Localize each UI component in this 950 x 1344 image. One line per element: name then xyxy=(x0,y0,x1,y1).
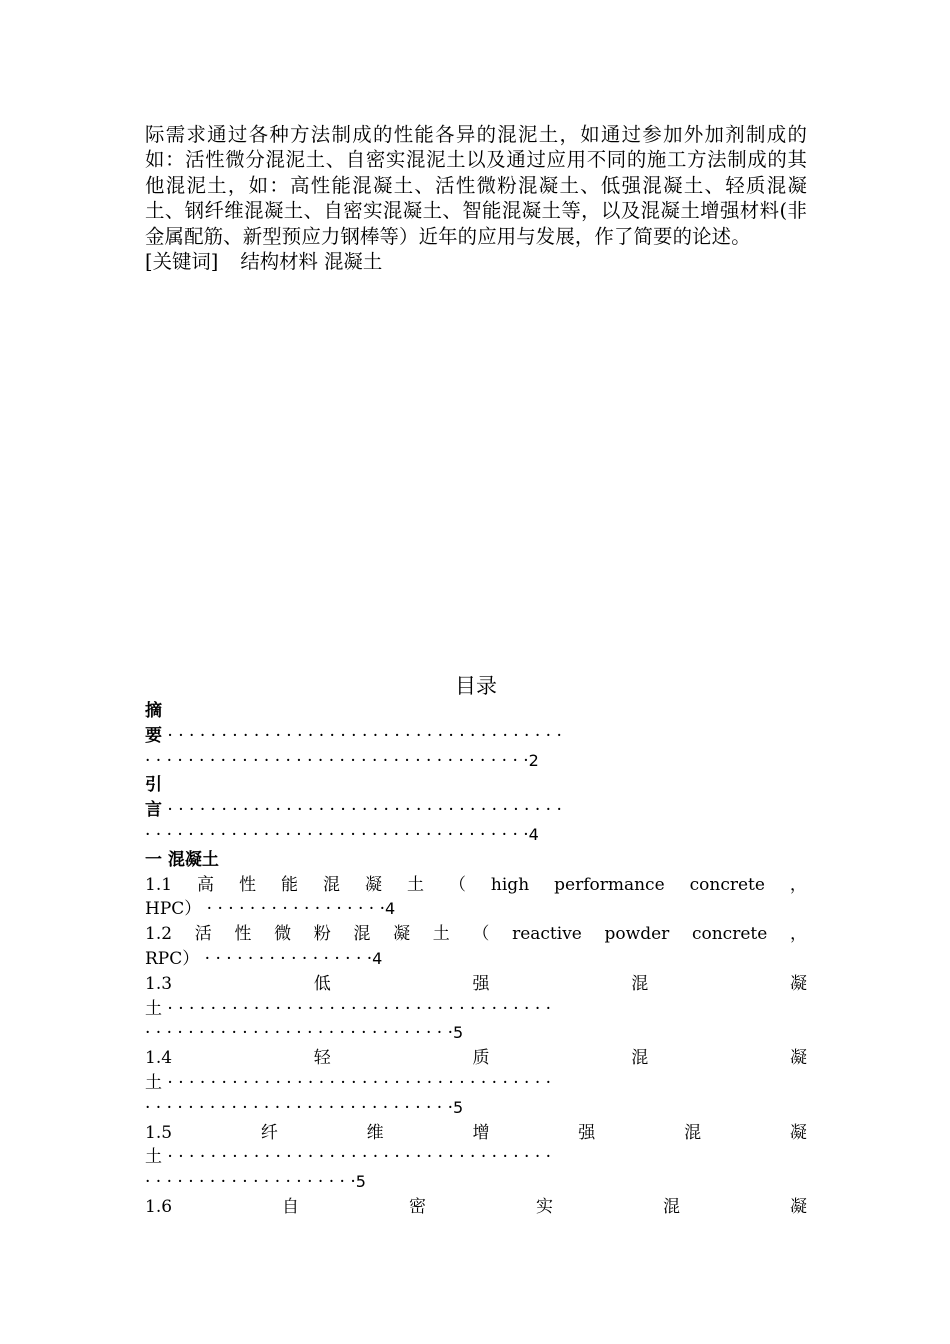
toc-word: （ xyxy=(448,874,466,895)
toc-word: 自 xyxy=(282,1196,300,1217)
toc-entry-1-4-line1[interactable] xyxy=(145,1046,807,1071)
toc-word: 活 xyxy=(194,924,212,945)
toc-page-number: 2 xyxy=(528,750,539,770)
toc-entry-1-3-line3[interactable] xyxy=(145,1021,807,1046)
toc-page-number: 4 xyxy=(372,948,383,968)
toc-word: 混 xyxy=(684,1122,702,1143)
toc-entry-number: 1.3 xyxy=(145,973,173,994)
toc-word: 纤 xyxy=(260,1122,278,1143)
toc-leader-dots: · · · · · · · · · · · · · · · · · · · · · · · · · · · · · · · · · · · · xyxy=(162,1147,552,1168)
toc-word: 混 xyxy=(353,924,371,945)
toc-word: concrete xyxy=(691,924,768,945)
toc-leader-dots: · · · · · · · · · · · · · · · · · · · · · · · · · · · · · · · · · · · · xyxy=(145,824,529,845)
toc-leader-dots: · · · · · · · · · · · · · · · · · · · · xyxy=(145,1172,356,1193)
toc-leader-dots: · · · · · · · · · · · · · · · · · xyxy=(201,899,386,920)
toc-word: concrete xyxy=(689,874,765,895)
toc-word: （ xyxy=(472,924,490,945)
toc-page-number: 5 xyxy=(453,1023,464,1043)
toc-entry-1-4-line2[interactable] xyxy=(145,1071,807,1096)
toc-entry-label: 言 xyxy=(145,800,162,821)
toc-entry-abstract-line2[interactable] xyxy=(145,724,807,749)
toc-leader-dots: · · · · · · · · · · · · · · · · · · · · · · · · · · · · · · · · · · · · xyxy=(145,750,529,771)
toc-leader-dots: · · · · · · · · · · · · · · · · · · · · · · · · · · · · · · · · · · · · xyxy=(162,1072,552,1093)
toc-entry-1-2-line1[interactable] xyxy=(145,922,807,947)
toc-entry-1-2-line2[interactable] xyxy=(145,947,807,972)
toc-entry-1-4-line3[interactable] xyxy=(145,1096,807,1121)
keywords-label: [关键词] xyxy=(145,250,219,274)
toc-entry-number: 1.4 xyxy=(145,1048,173,1069)
toc-word: 混 xyxy=(662,1196,680,1217)
toc-word: 凝 xyxy=(364,874,382,895)
toc-word: 凝 xyxy=(789,973,807,994)
toc-entry-1-6-line1[interactable] xyxy=(145,1195,807,1220)
toc-title: 目录 xyxy=(455,674,497,698)
toc-page-number: 5 xyxy=(453,1097,464,1117)
toc-word: 密 xyxy=(409,1196,427,1217)
toc-entry-tail: RPC） xyxy=(145,948,200,969)
toc-page-number: 4 xyxy=(385,899,396,919)
toc-word: 实 xyxy=(536,1196,553,1217)
toc-word: 混 xyxy=(631,1048,649,1069)
toc-word: ， xyxy=(789,924,807,945)
toc-entry-abstract-line3[interactable] xyxy=(145,749,807,774)
toc-entry-number: 1.2 xyxy=(145,924,173,945)
abstract-paragraph: 际需求通过各种方法制成的性能各异的混泥土，如通过参加外加剂制成的如：活性微分混泥土、自密实混泥土以及通过应用不同的施工方法制成的其他混泥土，如：高性能混凝土、活性微粉混凝土、低强混凝土、轻质混凝土、钢纤维混凝土、自密实混凝土、智能混凝土等，以及混凝土增强材料(非金属配筋、新型预应力钢棒等）近年的应用与发展，作了简要的论述。 xyxy=(145,123,807,248)
toc-entry-abstract-line1[interactable]: 摘 xyxy=(145,701,162,721)
toc-entry-1-1-line1[interactable] xyxy=(145,873,807,898)
toc-entry-tail: HPC） xyxy=(145,899,202,920)
keywords-line xyxy=(145,249,807,274)
toc-word: ， xyxy=(789,874,807,895)
toc-word: 混 xyxy=(322,874,340,895)
toc-entry-number: 1.6 xyxy=(145,1196,173,1217)
toc-entry-number: 1.1 xyxy=(145,874,173,895)
toc-entry-tail: 土 xyxy=(145,1072,162,1093)
toc-entry-1-3-line2[interactable] xyxy=(145,997,807,1022)
toc-entry-1-5-line3[interactable] xyxy=(145,1170,807,1195)
toc-word: 性 xyxy=(234,924,252,945)
toc-leader-dots: · · · · · · · · · · · · · · · · · · · · · · · · · · · · · · · · · · · · · xyxy=(162,800,562,821)
toc-heading-concrete[interactable]: 一 混凝土 xyxy=(145,849,219,870)
toc-word: 质 xyxy=(472,1048,490,1069)
toc-page-number: 4 xyxy=(528,824,539,844)
toc-word: 土 xyxy=(406,874,424,895)
toc-word: high xyxy=(490,874,530,895)
toc-word: 凝 xyxy=(789,1048,807,1069)
toc-entry-1-5-line1[interactable] xyxy=(145,1121,807,1146)
toc-word: 粉 xyxy=(313,924,331,945)
toc-entry-tail: 土 xyxy=(145,1147,162,1168)
toc-word: 性 xyxy=(239,874,257,895)
toc-entry-tail: 土 xyxy=(145,998,162,1019)
toc-leader-dots: · · · · · · · · · · · · · · · · · · · · · · · · · · · · · xyxy=(145,1097,454,1118)
toc-leader-dots: · · · · · · · · · · · · · · · · xyxy=(199,948,373,969)
toc-word: 土 xyxy=(432,924,450,945)
toc-word: 低 xyxy=(313,973,331,994)
toc-word: 轻 xyxy=(313,1048,331,1069)
toc-word: powder xyxy=(604,924,670,945)
toc-word: 凝 xyxy=(789,1196,807,1217)
toc-entry-label: 要 xyxy=(145,725,162,746)
toc-entry-1-3-line1[interactable] xyxy=(145,972,807,997)
toc-word: 能 xyxy=(281,874,298,895)
toc-word: 微 xyxy=(274,924,292,945)
document-page xyxy=(145,122,807,1217)
toc-entry-intro-line3[interactable] xyxy=(145,823,807,848)
toc-entry-number: 1.5 xyxy=(145,1122,173,1143)
toc-page-number: 5 xyxy=(355,1172,366,1192)
toc-word: 增 xyxy=(472,1122,490,1143)
toc-word: 高 xyxy=(197,874,215,895)
toc-word: 混 xyxy=(631,973,649,994)
toc-entry-1-1-line2[interactable] xyxy=(145,897,807,922)
toc-word: 维 xyxy=(366,1122,384,1143)
toc-entry-intro-line1[interactable]: 引 xyxy=(145,775,162,796)
toc-word: 强 xyxy=(578,1122,596,1143)
toc-word: 凝 xyxy=(393,924,411,945)
toc-word: performance xyxy=(554,874,665,895)
toc-word: 强 xyxy=(472,973,490,994)
toc-entry-1-5-line2[interactable] xyxy=(145,1145,807,1170)
toc-leader-dots: · · · · · · · · · · · · · · · · · · · · · · · · · · · · · · · · · · · · xyxy=(162,998,552,1019)
toc-entry-intro-line2[interactable] xyxy=(145,798,807,823)
toc-word: reactive xyxy=(512,924,582,945)
keywords-value: 结构材料 混凝土 xyxy=(240,250,383,274)
table-of-contents xyxy=(145,699,807,1220)
toc-leader-dots: · · · · · · · · · · · · · · · · · · · · · · · · · · · · · xyxy=(145,1023,454,1044)
toc-leader-dots: · · · · · · · · · · · · · · · · · · · · · · · · · · · · · · · · · · · · · xyxy=(162,725,562,746)
toc-word: 凝 xyxy=(789,1122,807,1143)
